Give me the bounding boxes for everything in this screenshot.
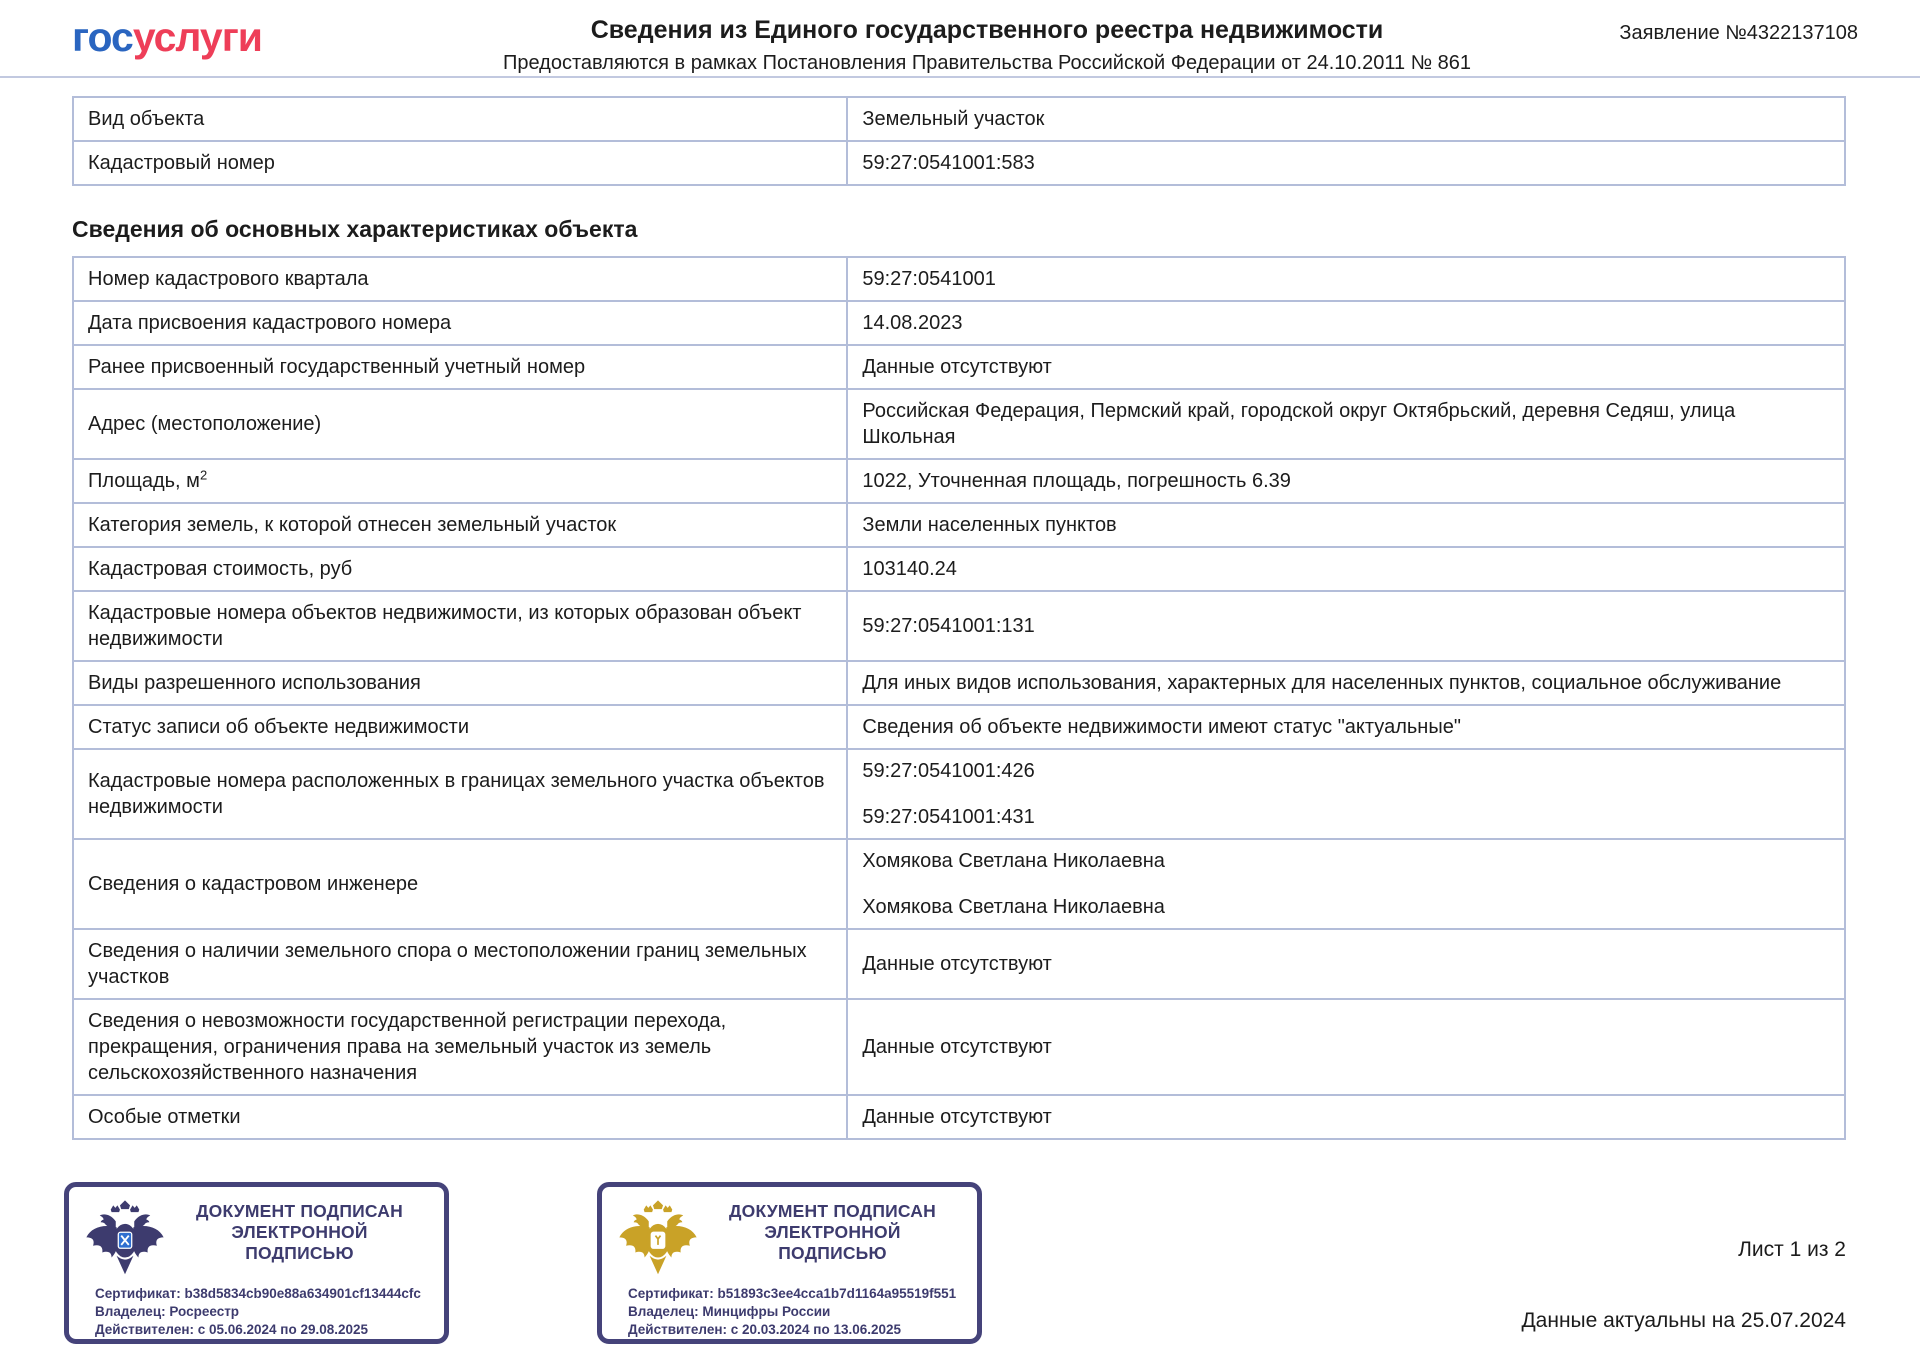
row-value [847,749,1845,839]
table-row [73,929,1845,999]
row-label: Кадастровые номера расположенных в границах земельного участка объектов недвижимости [73,749,847,839]
table-row [73,141,1845,185]
row-value [847,999,1845,1095]
row-label: Номер кадастрового квартала [73,257,847,301]
stamp-title: ДОКУМЕНТ ПОДПИСАН ЭЛЕКТРОННОЙ ПОДПИСЬЮ [729,1201,936,1263]
section-heading: Сведения об основных характеристиках объекта [72,216,638,242]
stamp-owner: Владелец: Минцифры России [628,1304,831,1319]
stamp-title: ДОКУМЕНТ ПОДПИСАН ЭЛЕКТРОННОЙ ПОДПИСЬЮ [196,1201,403,1263]
logo-text-red: услуги [132,14,263,60]
row-label: Кадастровая стоимость, руб [73,547,847,591]
row-value [847,547,1845,591]
value-line: Данные отсутствуют [862,356,1052,378]
value-line: Российская Федерация, Пермский край, городской округ Октябрьский, деревня Седяш, улица Школьная [862,400,1736,448]
value-line: 103140.24 [862,558,957,580]
row-value [847,459,1845,503]
object-summary-table [72,96,1846,186]
value-line: Хомякова Светлана Николаевна [862,850,1165,872]
document-header [0,0,1920,78]
row-value [847,591,1845,661]
table-row [73,257,1845,301]
value-line: Хомякова Светлана Николаевна [862,896,1165,918]
row-label: Ранее присвоенный государственный учетный номер [73,345,847,389]
table-row [73,591,1845,661]
logo-text-blue: гос [72,14,133,60]
value-line: Земельный участок [862,108,1045,130]
stamp-certificate: Сертификат: b38d5834cb90e88a634901cf13444cfc [95,1286,421,1301]
value-line: Данные отсутствуют [862,1106,1052,1128]
row-value [847,661,1845,705]
signature-stamp-1 [64,1182,449,1344]
value-line: 59:27:0541001:426 [862,760,1035,782]
row-label: Вид объекта [73,97,847,141]
value-line: Земли населенных пунктов [862,514,1117,536]
rosreestr-emblem-icon [83,1197,167,1281]
stamp-validity: Действителен: с 20.03.2024 по 13.06.2025 [628,1322,902,1337]
table-row [73,999,1845,1095]
russia-coat-of-arms-emblem-icon [616,1197,700,1281]
row-label: Статус записи об объекте недвижимости [73,705,847,749]
row-value [847,141,1845,185]
header-title-block [402,10,1572,75]
document-subtitle: Предоставляются в рамках Постановления Правительства Российской Федерации от 24.10.2011 № 861 [502,52,1472,74]
superscript: 2 [199,467,208,483]
sheet-number: Лист 1 из 2 [1738,1238,1846,1261]
bottom-area [0,1182,1920,1344]
row-value [847,929,1845,999]
table-row [73,839,1845,929]
row-value [847,97,1845,141]
value-line: Сведения об объекте недвижимости имеют статус "актуальные" [862,716,1461,738]
row-value [847,389,1845,459]
row-value [847,257,1845,301]
row-label: Адрес (местоположение) [73,389,847,459]
value-line: Данные отсутствуют [862,1036,1052,1058]
table-row [73,547,1845,591]
row-value [847,705,1845,749]
value-line: 59:27:0541001:583 [862,152,1035,174]
row-value [847,301,1845,345]
row-label: Категория земель, к которой отнесен земельный участок [73,503,847,547]
value-line: 59:27:0541001:131 [862,615,1035,637]
row-label: Кадастровый номер [73,141,847,185]
document-body [0,78,1920,1140]
table-row [73,705,1845,749]
application-number: Заявление №4322137108 [1619,22,1858,44]
row-label: Сведения о наличии земельного спора о местоположении границ земельных участков [73,929,847,999]
row-label: Сведения о кадастровом инженере [73,839,847,929]
table-row [73,661,1845,705]
gosuslugi-logo [72,14,402,61]
row-value [847,503,1845,547]
row-label: Особые отметки [73,1095,847,1139]
value-line: 59:27:0541001 [862,268,996,290]
table-row [73,503,1845,547]
row-value [847,345,1845,389]
table-row [73,301,1845,345]
table-row [73,459,1845,503]
row-label: Дата присвоения кадастрового номера [73,301,847,345]
table-row [73,1095,1845,1139]
row-value [847,839,1845,929]
document-title: Сведения из Единого государственного реестра недвижимости [590,16,1384,44]
value-line: Для иных видов использования, характерных для населенных пунктов, социальное обслуживание [862,672,1782,694]
table-row [73,97,1845,141]
main-characteristics-table [72,256,1846,1140]
row-label: Виды разрешенного использования [73,661,847,705]
signature-stamp-2 [597,1182,982,1344]
value-line: 14.08.2023 [862,312,963,334]
row-value [847,1095,1845,1139]
stamp-validity: Действителен: с 05.06.2024 по 29.08.2025 [95,1322,369,1337]
table-row [73,345,1845,389]
row-label: Площадь, $м^2$ [73,459,847,503]
row-label: Сведения о невозможности государственной регистрации перехода, прекращения, ограничения права на земельный участок из земель сельскохозяйственного назначения [73,999,847,1095]
page-footer [1521,1182,1846,1333]
stamp-owner: Владелец: Росреестр [95,1304,240,1319]
stamp-certificate: Сертификат: b51893c3ee4cca1b7d1164a95519f551 [628,1286,957,1301]
value-line: Данные отсутствуют [862,953,1052,975]
row-label: Кадастровые номера объектов недвижимости, из которых образован объект недвижимости [73,591,847,661]
value-line: 1022, Уточненная площадь, погрешность 6.39 [862,470,1291,492]
table-row [73,389,1845,459]
data-actual-date: Данные актуальны на 25.07.2024 [1521,1309,1846,1332]
value-line: 59:27:0541001:431 [862,806,1035,828]
table-row [73,749,1845,839]
